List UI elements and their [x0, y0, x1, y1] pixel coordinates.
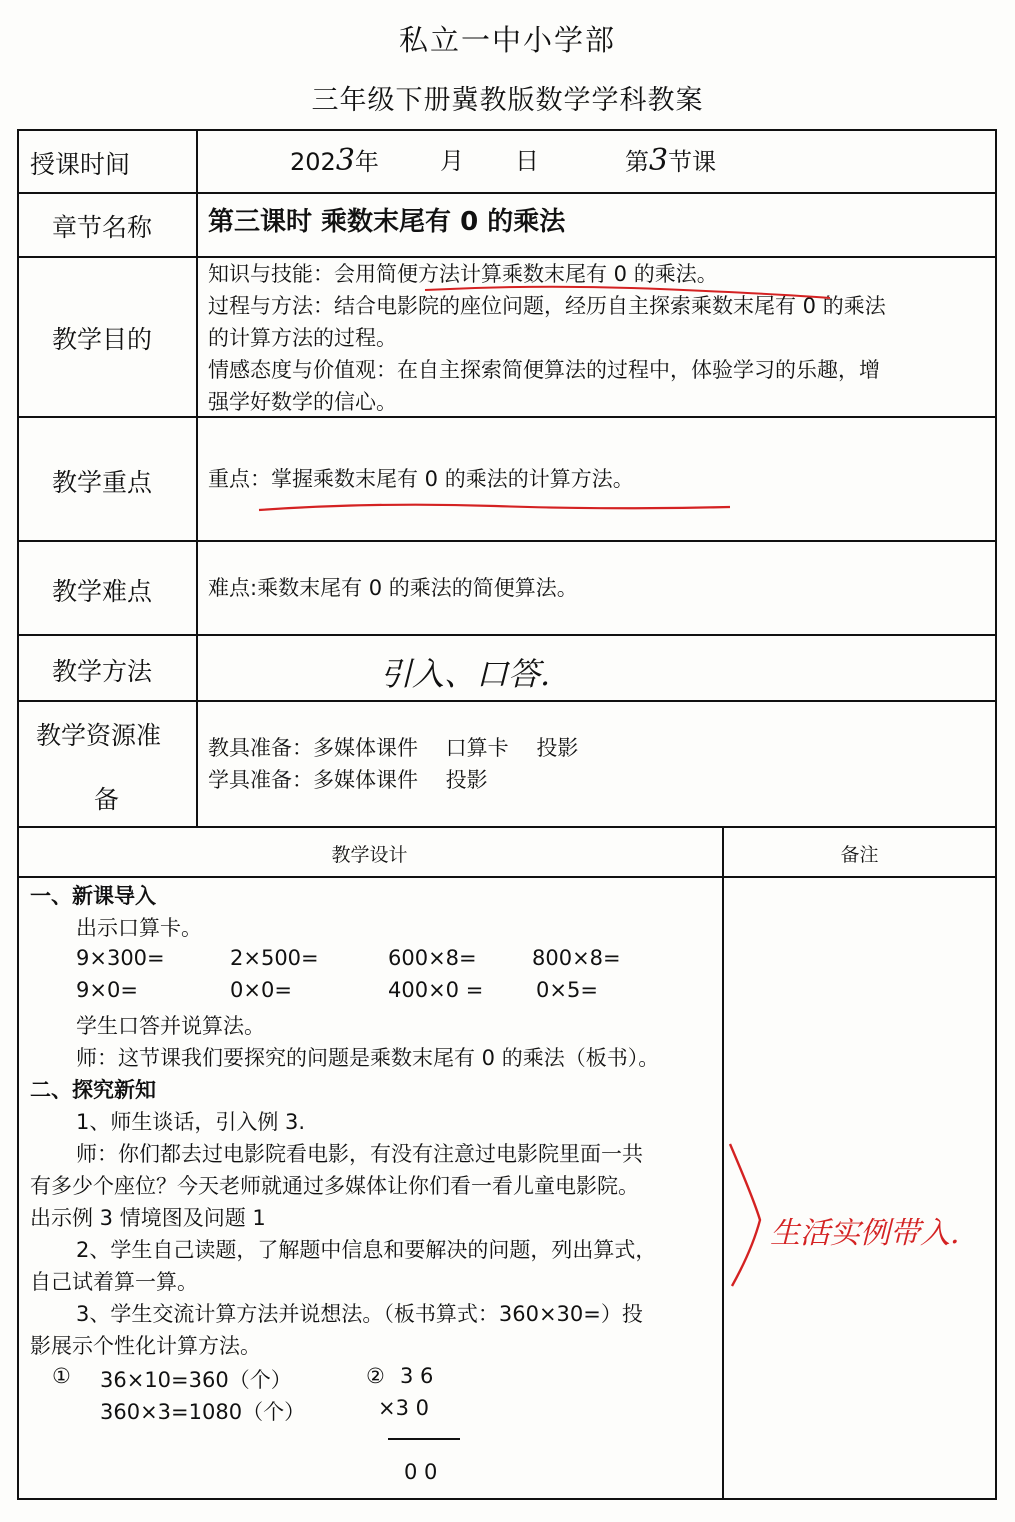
method2-rule: [388, 1438, 460, 1440]
method2-mark: ②: [366, 1364, 385, 1388]
notes-header: 备注: [840, 844, 879, 866]
method-handwritten: 引入、口答.: [380, 655, 551, 693]
remark-handwritten: 生活实例带入.: [770, 1216, 960, 1251]
method2-mul: ×3 0: [378, 1396, 429, 1420]
document-subtitle: 三年级下册冀教版数学学科教案: [311, 85, 704, 116]
goals-line2: 过程与方法：结合电影院的座位问题，经历自主探索乘数末尾有 0 的乘法: [208, 294, 886, 318]
method2-top: 3 6: [400, 1364, 434, 1388]
s2-line7: 3、学生交流计算方法并说想法。（板书算式：360×30=）投: [76, 1302, 643, 1326]
s1-line1: 出示口算卡。: [76, 916, 202, 940]
calc-item: 0×5=: [536, 978, 598, 1002]
s1-line2: 学生口答并说算法。: [76, 1014, 265, 1038]
s2-line4: 出示例 3 情境图及问题 1: [30, 1206, 266, 1230]
section2-title: 二、探究新知: [30, 1078, 156, 1102]
method2-result: 0 0: [404, 1460, 438, 1484]
keypoint-label: 教学重点: [52, 468, 153, 497]
time-label: 授课时间: [30, 150, 131, 179]
time-lesson: 第3节课: [625, 143, 717, 178]
method-label: 教学方法: [52, 657, 153, 686]
red-underline-goals: [420, 280, 840, 310]
s1-line3: 师：这节课我们要探究的问题是乘数末尾有 0 的乘法（板书）。: [76, 1046, 660, 1070]
method1-line1: 36×10=360（个）: [100, 1368, 292, 1392]
resources-teacher: 教具准备：多媒体课件 口算卡 投影: [208, 736, 579, 760]
calc-item: 9×0=: [76, 978, 138, 1002]
calc-item: 400×0 =: [388, 978, 484, 1002]
s2-line8: 影展示个性化计算方法。: [30, 1334, 261, 1358]
time-year: 2023年: [290, 143, 379, 178]
time-day: 日: [515, 147, 539, 175]
goals-line3: 的计算方法的过程。: [208, 326, 397, 350]
method1-line2: 360×3=1080（个）: [100, 1400, 306, 1424]
resources-student: 学具准备：多媒体课件 投影: [208, 768, 488, 792]
goals-label: 教学目的: [52, 325, 153, 354]
difficulty-value: 难点:乘数末尾有 0 的乘法的简便算法。: [208, 576, 578, 600]
method1-mark: ①: [52, 1364, 71, 1388]
resources-label: 教学资源准: [36, 721, 162, 750]
goals-line4: 情感态度与价值观：在自主探索简便算法的过程中，体验学习的乐趣，增: [208, 358, 880, 382]
s2-line2: 师：你们都去过电影院看电影，有没有注意过电影院里面一共: [76, 1142, 643, 1166]
school-title: 私立一中小学部: [398, 23, 616, 57]
design-header: 教学设计: [331, 844, 408, 866]
calc-item: 2×500=: [230, 946, 319, 970]
red-underline-keypoint: [255, 496, 735, 520]
goals-line5: 强学好数学的信心。: [208, 390, 397, 414]
section1-title: 一、新课导入: [30, 884, 156, 908]
s2-line3: 有多少个座位？今天老师就通过多媒体让你们看一看儿童电影院。: [30, 1174, 639, 1198]
time-month: 月: [440, 147, 464, 175]
red-brace: [724, 1140, 764, 1290]
s2-line1: 1、师生谈话，引入例 3.: [76, 1110, 306, 1134]
s2-line5: 2、学生自己读题，了解题中信息和要解决的问题，列出算式，: [76, 1238, 657, 1262]
calc-item: 0×0=: [230, 978, 292, 1002]
calc-item: 800×8=: [532, 946, 621, 970]
keypoint-value: 重点：掌握乘数末尾有 0 的乘法的计算方法。: [208, 467, 634, 491]
goals-line1: 知识与技能：会用简便方法计算乘数末尾有 0 的乘法。: [208, 262, 718, 286]
resources-label-2: 备: [94, 785, 120, 814]
chapter-label: 章节名称: [52, 213, 153, 242]
chapter-value: 第三课时 乘数末尾有 0 的乘法: [208, 207, 566, 237]
difficulty-label: 教学难点: [52, 577, 153, 606]
calc-item: 9×300=: [76, 946, 165, 970]
calc-item: 600×8=: [388, 946, 477, 970]
s2-line6: 自己试着算一算。: [30, 1270, 198, 1294]
